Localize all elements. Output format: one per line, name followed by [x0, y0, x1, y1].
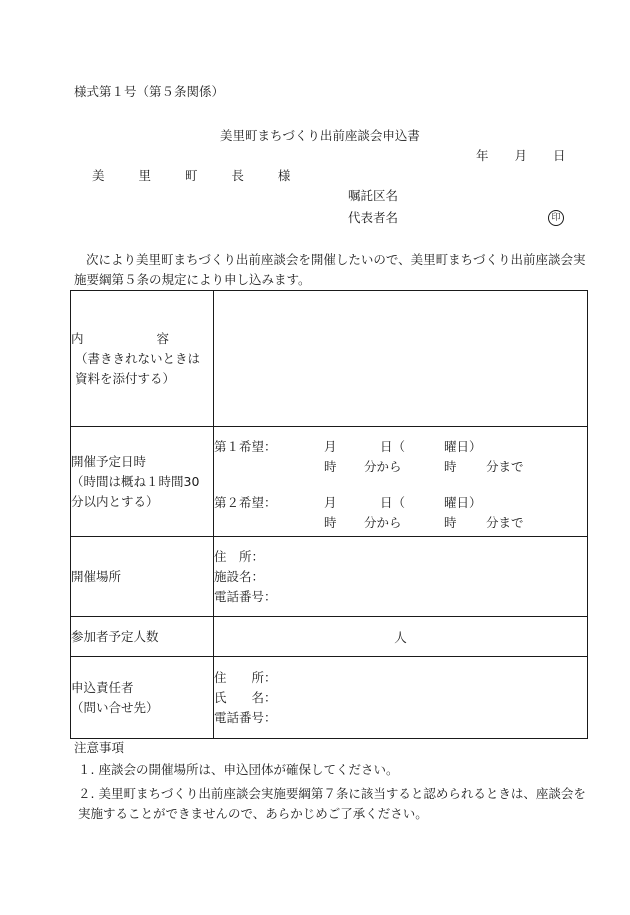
responsible-phone: 電話番号： [214, 709, 277, 725]
venue-value-cell[interactable] [214, 537, 588, 617]
pref1-until: 分まで [486, 458, 524, 474]
date-line [476, 150, 566, 163]
responsible-label-note: （問い合せ先） [71, 699, 159, 715]
notes-heading: 注意事項 [74, 740, 125, 755]
pref1-day: 日（ [380, 438, 406, 454]
application-table [70, 290, 588, 739]
participants-value-cell[interactable] [214, 617, 588, 657]
pref2-hour: 時 [324, 514, 337, 530]
pref2-day: 日（ [380, 494, 406, 510]
pref1-hour: 時 [324, 458, 337, 474]
participants-label: 参加者予定人数 [71, 617, 214, 657]
responsible-address: 住 所： [214, 669, 277, 685]
venue-phone: 電話番号： [214, 588, 277, 604]
pref2-from: 分から [364, 514, 402, 530]
responsible-label: 申込責任者 [71, 679, 134, 695]
pref2-month: 月 [324, 494, 337, 510]
pref1-hour2: 時 [444, 458, 457, 474]
date-year: 年 [476, 148, 489, 163]
pref2-until: 分まで [486, 514, 524, 530]
pref1-time-row [214, 454, 587, 474]
date-day: 日 [553, 148, 566, 163]
schedule-value-cell[interactable] [214, 427, 588, 537]
pref1-label: 第１希望： [214, 438, 277, 454]
date-month: 月 [514, 148, 528, 163]
responsible-name: 氏 名： [214, 689, 277, 705]
table-row-content [71, 291, 588, 427]
intro-text: 次により美里町まちづくり出前座談会を開催したいので、美里町まちづくり出前座談会実施要綱第５条の規定により申し込みます。 [74, 252, 586, 287]
content-label-note: （書ききれないときは資料を添付する） [75, 350, 201, 386]
content-label-b: 容 [156, 330, 169, 346]
representative-label: 代表者名 [348, 210, 399, 225]
pref1-date-row [214, 434, 587, 454]
table-row-responsible [71, 657, 588, 739]
content-label-a: 内 [71, 330, 84, 346]
addressee: 美 里 町 長 様 [92, 168, 306, 183]
note-item-1: １. 座談会の開催場所は、申込団体が確保してください。 [78, 762, 399, 777]
pref2-weekday: 曜日） [444, 494, 482, 510]
seal-mark: 印 [548, 210, 564, 226]
content-input-area[interactable] [214, 291, 588, 427]
responsible-label-cell [71, 657, 214, 739]
pref2-time-row [214, 510, 587, 530]
form-number: 様式第１号（第５条関係） [74, 84, 225, 99]
pref1-month: 月 [324, 438, 337, 454]
venue-facility: 施設名： [214, 568, 265, 584]
table-row-participants [71, 617, 588, 657]
table-row-schedule [71, 427, 588, 537]
schedule-label: 開催予定日時 [71, 453, 147, 469]
venue-label: 開催場所 [71, 537, 214, 617]
pref2-hour2: 時 [444, 514, 457, 530]
pref1-from: 分から [364, 458, 402, 474]
venue-address: 住 所： [214, 548, 265, 564]
schedule-label-cell [71, 427, 214, 537]
pref2-date-row [214, 490, 587, 510]
schedule-label-note: （時間は概ね１時間30 分以内とする） [71, 473, 200, 509]
responsible-value-cell[interactable] [214, 657, 588, 739]
table-row-venue [71, 537, 588, 617]
form-title: 美里町まちづくり出前座談会申込書 [220, 128, 420, 143]
district-label: 嘱託区名 [348, 188, 399, 203]
participants-unit: 人 [394, 629, 407, 645]
content-label-cell [71, 291, 214, 427]
pref2-label: 第２希望： [214, 494, 277, 510]
pref1-weekday: 曜日） [444, 438, 482, 454]
note-item-2: ２. 美里町まちづくり出前座談会実施要綱第７条に該当すると認められるときは、座談会を実施することができませんので、あらかじめご了承ください。 [78, 786, 586, 821]
